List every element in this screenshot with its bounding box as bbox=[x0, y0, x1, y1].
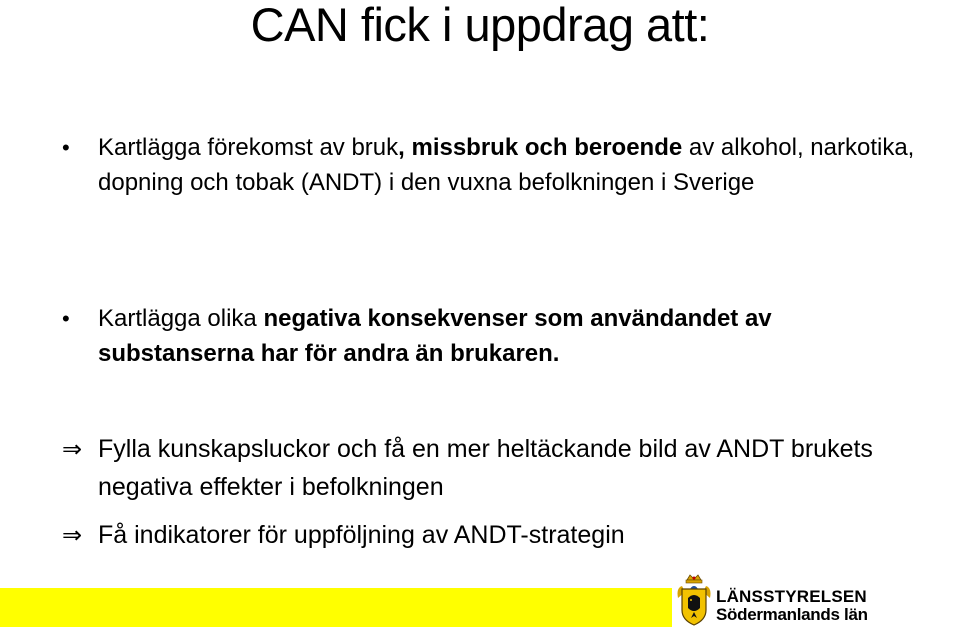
logo-wordmark bbox=[716, 588, 956, 624]
logo-line-2: Södermanlands län bbox=[716, 605, 868, 624]
bullet-text-part: Kartlägga olika bbox=[98, 305, 264, 332]
footer-accent-bar bbox=[0, 588, 672, 627]
bullet-text-part: Kartlägga förekomst av bruk bbox=[98, 134, 399, 161]
bullet-marker: • bbox=[62, 306, 70, 331]
bullet-text bbox=[98, 301, 918, 371]
bullet-text-bold-part: , missbruk och beroende bbox=[398, 134, 683, 161]
bullet-text-part: av alkohol, narkotika, dopning och tobak (ANDT) i den vuxna befolkningen i Sverige bbox=[98, 134, 915, 196]
implication-text: Få indikatorer för uppföljning av ANDT-strategin bbox=[98, 521, 625, 549]
implies-arrow-icon: ⇒ bbox=[62, 521, 83, 549]
bullet-text bbox=[98, 130, 918, 200]
logo-line-1: LÄNSSTYRELSEN bbox=[716, 587, 867, 606]
bullet-text-bold-part: negativa konsekvenser som användandet av substanserna har för andra än brukaren. bbox=[98, 305, 772, 367]
implication-text: Fylla kunskapsluckor och få en mer heltäckande bild av ANDT brukets negativa effekter i befolkningen bbox=[98, 435, 873, 501]
coat-of-arms-icon bbox=[674, 574, 714, 627]
bullet-marker: • bbox=[62, 135, 70, 160]
slide-title: CAN fick i uppdrag att: bbox=[250, 0, 710, 51]
implies-arrow-icon: ⇒ bbox=[62, 435, 83, 463]
